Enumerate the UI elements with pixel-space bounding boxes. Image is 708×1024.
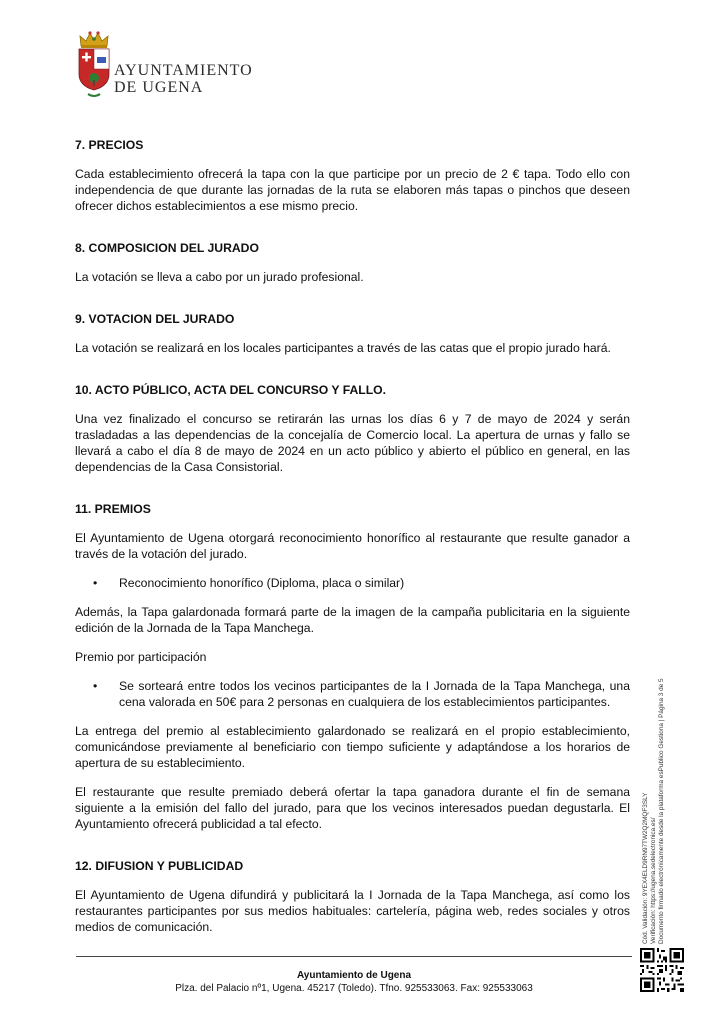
section-paragraph: Una vez finalizado el concurso se retirarán las urnas los días 6 y 7 de mayo de 2024 y serán trasladadas a las dependencias de la concejalía de Comercio local. La apertura de urnas y fallo se llevará a cabo el día 8 de mayo de 2024 en un acto público y abierto el público en general, en las dependencias de la Casa Consistorial. xyxy=(75,412,630,474)
section-paragraph: La entrega del premio al establecimiento galardonado se realizará en el propio establecimiento, comunicándose previamente al beneficiario con tiempo suficiente y adaptándose a los horarios de apertura de su establecimiento. xyxy=(75,724,630,770)
section-paragraph: El Ayuntamiento de Ugena otorgará reconocimiento honorífico al restaurante que resulte ganador a través de la votación del jurado. xyxy=(75,531,630,561)
list-item: • Reconocimiento honorífico (Diploma, placa o similar) xyxy=(75,575,630,591)
bullet-list xyxy=(75,575,630,591)
header-logo xyxy=(76,30,256,102)
page-footer xyxy=(76,969,632,995)
section-paragraph: La votación se realizará en los locales participantes a través de las catas que el propio jurado hará. xyxy=(75,341,611,355)
footer-org: Ayuntamiento de Ugena xyxy=(296,970,412,981)
section-precios xyxy=(75,137,630,214)
section-premios xyxy=(75,501,630,832)
section-paragraph: Además, la Tapa galardonada formará parte de la imagen de la campaña publicitaria en la siguiente edición de la Jornada de la Tapa Manchega. xyxy=(75,605,630,635)
bullet-list xyxy=(75,678,630,710)
signature-note: Documento firmado electrónicamente desde la plataforma esPublico Gestiona | Página 3 de 5 xyxy=(658,678,666,944)
section-paragraph: Cada establecimiento ofrecerá la tapa con la que participe por un precio de 2 € tapa. Todo ello con independencia de que durante las jornadas de la ruta se elaboren más tapas o pinchos que deseen ofrecer dichos establecimientos a ese mismo precio. xyxy=(75,167,630,213)
document-body xyxy=(75,137,630,961)
section-heading: 12. DIFUSION Y PUBLICIDAD xyxy=(75,859,244,873)
section-heading: 7. PRECIOS xyxy=(75,138,144,152)
section-acto-publico xyxy=(75,382,630,475)
coat-of-arms-icon xyxy=(76,30,112,100)
footer-address: Plza. del Palacio nº1, Ugena. 45217 (Toledo). Tfno. 925533063. Fax: 925533063 xyxy=(175,983,533,994)
section-difusion xyxy=(75,858,630,935)
section-paragraph: El restaurante que resulte premiado deberá ofertar la tapa ganadora durante el fin de semana siguiente a la emisión del fallo del jurado, para que los vecinos interesados puedan degustarla. El Ayuntamiento ofrecerá publicidad a tal efecto. xyxy=(75,785,630,831)
section-heading: 10. ACTO PÚBLICO, ACTA DEL CONCURSO Y FALLO. xyxy=(75,383,387,397)
section-heading: 11. PREMIOS xyxy=(75,502,151,516)
org-name-line2: DE UGENA xyxy=(114,79,204,96)
section-paragraph: El Ayuntamiento de Ugena difundirá y publicitará la I Jornada de la Tapa Manchega, así como los restaurantes participantes por sus medios habituales: cartelería, página web, redes sociales y otros medios de comunicación. xyxy=(75,888,630,934)
validation-code: Cód. Validación: 9YEX4ELD9RN97TW2Q2MQF3SLY xyxy=(642,792,649,944)
verification-sidebar xyxy=(642,636,690,944)
section-heading: 9. VOTACION DEL JURADO xyxy=(75,312,235,326)
verification-text xyxy=(642,636,690,944)
org-name xyxy=(114,62,253,96)
section-paragraph: La votación se lleva a cabo por un jurado profesional. xyxy=(75,270,364,284)
qr-code-icon[interactable] xyxy=(640,948,684,992)
section-votacion-jurado xyxy=(75,311,630,356)
list-item: • Se sorteará entre todos los vecinos participantes de la I Jornada de la Tapa Manchega, una cena valorada en 50€ para 2 personas en cualquiera de los establecimientos participantes. xyxy=(75,678,630,710)
footer-divider xyxy=(76,956,632,957)
verification-url[interactable]: Verificación: https://ugena.sedelectronica.es/ xyxy=(650,817,658,944)
section-paragraph: Premio por participación xyxy=(75,650,207,664)
section-composicion-jurado xyxy=(75,240,630,285)
org-name-line1: AYUNTAMIENTO xyxy=(114,62,253,79)
section-heading: 8. COMPOSICION DEL JURADO xyxy=(75,241,259,255)
